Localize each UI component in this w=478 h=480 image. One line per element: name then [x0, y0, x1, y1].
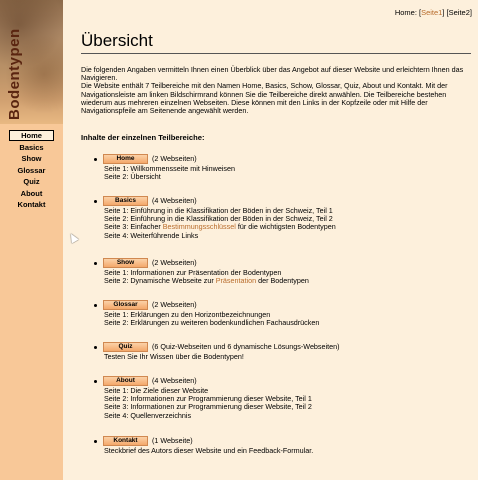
basics-count: (4 Webseiten) — [152, 195, 197, 205]
sidebar-item-glossar[interactable]: Glossar — [17, 165, 46, 175]
list-item: Seite 1: Willkommensseite mit Hinweisen — [104, 164, 236, 173]
sidebar-nav — [9, 130, 54, 211]
section-basics — [94, 196, 336, 240]
section-kontakt — [94, 436, 313, 455]
intro-paragraph-1: Die folgenden Angaben vermitteln Ihnen einen Überblick über das Angebot auf dieser Website und erleichtern Ihnen das Navigieren. — [81, 65, 464, 83]
list-item: Seite 1: Die Ziele dieser Website — [104, 386, 209, 395]
sidebar-item-home[interactable]: Home — [9, 130, 54, 141]
list-item-text: für die wichtigsten Bodentypen — [235, 222, 336, 232]
sidebar-item-kontakt[interactable]: Kontakt — [17, 200, 46, 209]
show-count: (2 Webseiten) — [152, 257, 197, 267]
sidebar-item-show[interactable]: Show — [21, 154, 42, 163]
list-item: Seite 2: Einführung in die Klassifikation der Böden in der Schweiz, Teil 2 — [104, 214, 333, 224]
list-item: Seite 1: Erklärungen zu den Horizontbezeichnungen — [104, 310, 271, 319]
list-item: Seite 4: Weiterführende Links — [104, 230, 199, 240]
section-glossar — [94, 300, 319, 327]
bullet-icon — [94, 346, 97, 349]
list-item — [104, 277, 309, 285]
list-item: Seite 1: Einführung in die Klassifikation der Böden in der Schweiz, Teil 1 — [104, 206, 333, 215]
breadcrumb-separator: ] [ — [442, 8, 449, 17]
bullet-icon — [94, 158, 97, 161]
glossar-count: (2 Webseiten) — [152, 299, 197, 309]
home-count: (2 Webseiten) — [152, 153, 197, 163]
list-item: Seite 2: Erklärungen zu weiteren bodenkundlichen Fachausdrücken — [104, 318, 320, 328]
intro-paragraph-2: Die Website enthält 7 Teilbereiche mit den Namen Home, Basics, Schow, Glossar, Quiz, About und Kontakt. Mit der Navigationsleiste am linken Bildschirmrand können Sie die Teilbereiche direkt anwählen. Die Teilbereiche bestehen wiederum aus mehreren einzelnen Webseiten. Diese können mit den Links in der Kopfzeile oder mit Hilfe der Navigationspfeile am Seitenende angewählt werden. — [81, 81, 448, 116]
list-item: Testen Sie Ihr Wissen über die Bodentypen! — [104, 352, 244, 361]
praesentation-link[interactable]: Präsentation — [215, 276, 257, 286]
quiz-button[interactable]: Quiz — [103, 342, 148, 352]
home-button[interactable]: Home — [103, 154, 148, 164]
bullet-icon — [94, 440, 97, 443]
list-item: Seite 2: Informationen zur Programmierung dieser Website, Teil 1 — [104, 394, 312, 404]
section-about — [94, 376, 312, 420]
page-title: Übersicht — [81, 31, 153, 50]
breadcrumb-link-seite2[interactable]: Seite2 — [448, 8, 470, 17]
logo-text: Bodentypen — [6, 28, 23, 120]
show-button[interactable]: Show — [103, 258, 148, 268]
breadcrumb-suffix: ] — [469, 8, 472, 17]
mouse-cursor-icon — [67, 232, 78, 244]
glossar-button[interactable]: Glossar — [103, 300, 148, 310]
sidebar — [0, 0, 63, 480]
bullet-icon — [94, 262, 97, 265]
list-item: Steckbrief des Autors dieser Website und ein Feedback-Formular. — [104, 446, 314, 455]
list-item: Seite 4: Quellenverzeichnis — [104, 410, 192, 420]
intro-text — [81, 66, 471, 115]
bullet-icon — [94, 200, 97, 203]
list-item-text: der Bodentypen — [256, 276, 309, 286]
bullet-icon — [94, 304, 97, 307]
list-item: Seite 3: Informationen zur Programmierung dieser Website, Teil 2 — [104, 402, 312, 412]
title-divider — [81, 53, 471, 54]
about-count: (4 Webseiten) — [152, 375, 197, 385]
breadcrumb-link-seite1[interactable]: Seite1 — [421, 8, 443, 17]
quiz-count: (6 Quiz-Webseiten und 6 dynamische Lösungs-Webseiten) — [152, 341, 340, 351]
list-item-text: Seite 2: Dynamische Webseite zur — [104, 276, 216, 286]
list-item: Seite 2: Übersicht — [104, 172, 161, 182]
bestimmungsschluessel-link[interactable]: Bestimmungsschlüssel — [162, 222, 236, 232]
kontakt-button[interactable]: Kontakt — [103, 436, 148, 446]
sidebar-item-basics[interactable]: Basics — [19, 142, 44, 152]
page-breadcrumb — [395, 8, 472, 17]
sidebar-item-about[interactable]: About — [20, 188, 43, 198]
list-item: Seite 1: Informationen zur Präsentation der Bodentypen — [104, 268, 282, 277]
sidebar-item-quiz[interactable]: Quiz — [23, 177, 40, 186]
section-quiz — [94, 342, 340, 361]
section-home — [94, 154, 235, 181]
basics-button[interactable]: Basics — [103, 196, 148, 206]
kontakt-count: (1 Webseite) — [152, 435, 193, 445]
about-button[interactable]: About — [103, 376, 148, 386]
section-heading: Inhalte der einzelnen Teilbereiche: — [81, 133, 205, 142]
logo — [0, 0, 63, 124]
section-show — [94, 258, 309, 285]
breadcrumb-prefix: Home: [ — [394, 8, 422, 17]
bullet-icon — [94, 380, 97, 383]
list-item-text: Seite 3: Einfacher — [104, 222, 163, 232]
